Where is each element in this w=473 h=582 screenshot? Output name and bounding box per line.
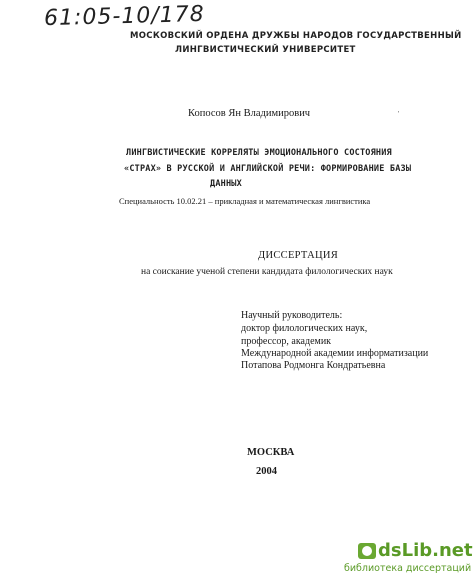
dslib-logo-icon (358, 543, 376, 559)
supervisor-degree: доктор филологических наук, (241, 323, 368, 334)
degree-line: на соискание ученой степени кандидата филологических наук (141, 267, 393, 277)
author-name: Копосов Ян Владимирович (188, 108, 311, 119)
dissertation-heading: ДИССЕРТАЦИЯ (258, 250, 339, 261)
watermark-subtitle: библиотека диссертаций (344, 563, 472, 574)
supervisor-name: Потапова Родмонга Кондратьевна (241, 360, 386, 371)
organization-line-1: МОСКОВСКИЙ ОРДЕНА ДРУЖБЫ НАРОДОВ ГОСУДАРСТВЕННЫЙ (130, 31, 462, 41)
specialty: Специальность 10.02.21 – прикладная и математическая лингвистика (119, 196, 371, 206)
city: МОСКВА (247, 447, 295, 458)
supervisor-title: профессор, академик (241, 336, 332, 347)
organization-line-2: ЛИНГВИСТИЧЕСКИЙ УНИВЕРСИТЕТ (175, 45, 356, 55)
supervisor-heading: Научный руководитель: (241, 310, 343, 321)
title-line-2: «СТРАХ» В РУССКОЙ И АНГЛИЙСКОЙ РЕЧИ: ФОРМИРОВАНИЕ БАЗЫ (124, 164, 412, 174)
year: 2004 (256, 466, 277, 477)
title-line-3: ДАННЫХ (210, 179, 242, 189)
watermark-name: dsLib.net (378, 540, 473, 561)
supervisor-academy: Международной академии информатизации (241, 348, 429, 359)
watermark-logo[interactable] (358, 540, 473, 561)
handwritten-catalog-number: 61:05-10/178 (43, 1, 206, 32)
scan-mark: ' (398, 110, 400, 118)
title-line-1: ЛИНГВИСТИЧЕСКИЕ КОРРЕЛЯТЫ ЭМОЦИОНАЛЬНОГО СОСТОЯНИЯ (126, 148, 392, 158)
